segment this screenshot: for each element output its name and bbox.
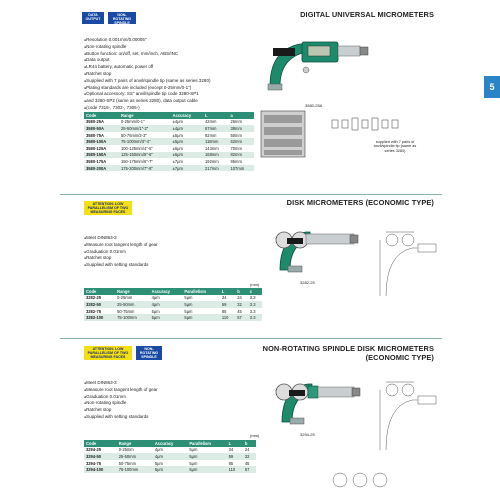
digital-micrometer-image	[262, 28, 372, 100]
table-row: 3580-150A 125-150mm/5"-6" ±6μm 168mm 82mm	[84, 152, 254, 159]
section-divider	[60, 338, 442, 339]
non-rotating-disk-micrometer-image	[270, 372, 362, 430]
table-row: 3282-25 0-25mm 4μm 5μm 34 24 3.3	[84, 295, 262, 302]
feature-item: ● Graduation 0.01mm	[84, 249, 158, 256]
section1-spec-table	[84, 112, 254, 171]
section3-title-line1: NON-ROTATING SPINDLE DISK MICROMETERS	[262, 344, 434, 353]
section2-unit-label: (mm)	[250, 282, 260, 287]
section-divider	[60, 194, 442, 195]
disk-micrometer-image	[270, 222, 360, 278]
section3-image-caption: 3294-25	[300, 432, 315, 437]
feature-item: ● Non-rotating spindle	[84, 44, 210, 51]
col-header: Accuracy	[153, 440, 187, 447]
brand-logo-image	[289, 390, 305, 396]
section2-image-caption: 3282-25	[300, 280, 315, 285]
section3-spec-table	[84, 440, 256, 473]
anvil-tips-diagram	[330, 112, 402, 136]
col-header: Parallelism	[187, 440, 226, 447]
table-row: 3580-100A 75-100mm/3"-4" ±5μm 118mm 62mm	[84, 138, 254, 145]
feature-item: ● Button function: on/off, set, mm/inch, ABS/INC	[84, 51, 210, 58]
tag-data-output: DATA OUTPUT	[82, 12, 104, 24]
anvil-tips-case-image	[260, 110, 306, 158]
feature-item: ● Data output	[84, 57, 210, 64]
section3-features	[84, 380, 158, 421]
brand-logo-image	[287, 238, 303, 244]
disk-faces-diagram	[330, 470, 390, 490]
table-row: 3580-75A 50-75mm/2-3" ±5μm 92mm 50mm	[84, 132, 254, 139]
feature-item: ● and 3280-SP2 (same as series 3280), data output cable	[84, 98, 210, 105]
col-header: c	[248, 288, 262, 295]
page-section-tab: 5	[484, 76, 500, 98]
section2-title: DISK MICROMETERS (ECONOMIC TYPE)	[286, 198, 434, 207]
feature-item: ● Graduation 0.01mm	[84, 394, 158, 401]
table-row: 3282-50 25-50mm 4μm 5μm 59 32 3.3	[84, 301, 262, 308]
feature-item: ● Supplied with 7 pairs of anvil/spindle tip (same as series 3280)	[84, 78, 210, 85]
table-row: 3580-200A 175-200mm/7"-8" ±7μm 217mm 107mm	[84, 165, 254, 172]
table-row: 3282-100 75-100mm 5μm 5μm 110 57 3.3	[84, 314, 262, 321]
feature-item: ● (code 7315-, 7302-, 7305-)	[84, 105, 210, 112]
brand-logo-image	[273, 48, 295, 56]
col-header: Range	[115, 288, 149, 295]
col-header: Accuracy	[150, 288, 183, 295]
table-row: 3294-25 0-25mm 4μm 5μm 34 24	[84, 447, 256, 454]
section3-title	[174, 344, 434, 362]
tag-low-parallelism: ATTENTION: LOW PARALLELISM OF TWO MEASURING FACES	[84, 346, 132, 360]
feature-item: ● Measure root tangent length of gear	[84, 387, 158, 394]
tag-non-rotating-spindle: NON-ROTATING SPINDLE	[108, 12, 136, 24]
section1-features	[84, 37, 210, 112]
tag-low-parallelism: ATTENTION: LOW PARALLELISM OF TWO MEASURING FACES	[84, 201, 132, 215]
col-header: Range	[117, 440, 153, 447]
feature-item: ● Optional accessory: SS" anvil/spindle tip code 3280-SP1	[84, 91, 210, 98]
table-row: 3282-75 50-75mm 5μm 5μm 85 45 3.3	[84, 308, 262, 315]
section1-image-caption: 3580-25A	[305, 103, 323, 108]
feature-item: ● Meet DIN863-3	[84, 235, 158, 242]
col-header: a	[228, 112, 254, 119]
table-row: 3580-50A 25-50mm/1"-2" ±4μm 67mm 38mm	[84, 125, 254, 132]
col-header: b	[235, 288, 248, 295]
feature-item: ● LR44 battery, automatic power off	[84, 64, 210, 71]
feature-item: ● Meet DIN863-3	[84, 380, 158, 387]
feature-item: ● Ratchet stop	[84, 71, 210, 78]
col-header: L	[220, 288, 235, 295]
col-header: Code	[84, 288, 115, 295]
table-row: 3294-50 25-50mm 4μm 5μm 59 32	[84, 453, 256, 460]
table-row: 3580-25A 0-25mm/0-1" ±4μm 42mm 26mm	[84, 119, 254, 126]
table-row: 3580-175A 150-175mm/6"-7" ±7μm 192mm 95mm	[84, 158, 254, 165]
col-header: Range	[119, 112, 171, 119]
feature-item: ● Measure root tangent length of gear	[84, 242, 158, 249]
disk-micrometer-dimension-diagram	[378, 226, 440, 306]
feature-item: ● Non-rotating spindle	[84, 400, 158, 407]
feature-item: ● Plating standards are included (except 0-25mm/0-1")	[84, 85, 210, 92]
table-row: 3294-75 50-75mm 5μm 5μm 85 45	[84, 460, 256, 467]
feature-item: ● Supplied with setting standards	[84, 414, 158, 421]
tag-non-rotating-spindle: NON-ROTATING SPINDLE	[136, 346, 162, 360]
table-row: 3294-100 75-100mm 5μm 5μm 110 57	[84, 466, 256, 473]
non-rotating-disk-dimension-diagram	[378, 376, 440, 462]
feature-item: ● Ratchet stop	[84, 255, 158, 262]
col-header: b	[243, 440, 256, 447]
section3-title-line2: (ECONOMIC TYPE)	[365, 353, 434, 362]
feature-item: ● Supplied with setting standards	[84, 262, 158, 269]
col-header: Code	[84, 112, 119, 119]
feature-item: ● Ratchet stop	[84, 407, 158, 414]
feature-item: ● Resolution 0.001mm/0.00005"	[84, 37, 210, 44]
section3-unit-label: (mm)	[250, 433, 260, 438]
tips-note: supplied with 7 pairs of anvil/spindle tip (same as series 3280)	[373, 140, 417, 153]
table-row: 3580-125A 100-125mm/4"-5" ±6μm 143mm 70mm	[84, 145, 254, 152]
col-header: Accuracy	[171, 112, 203, 119]
section2-features	[84, 235, 158, 269]
col-header: L	[227, 440, 243, 447]
section1-title: DIGITAL UNIVERSAL MICROMETERS	[300, 10, 434, 19]
col-header: Parallelism	[182, 288, 219, 295]
section2-spec-table	[84, 288, 262, 321]
col-header: Code	[84, 440, 117, 447]
col-header: L	[203, 112, 228, 119]
